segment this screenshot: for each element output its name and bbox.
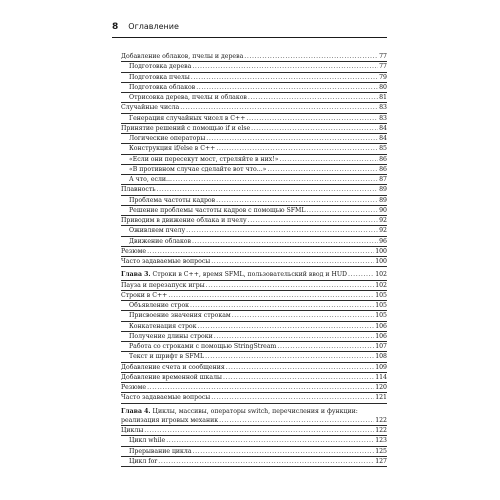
toc-entry-text: Подготовка облаков (129, 83, 196, 91)
toc-entry-text: Работа со строками с помощью StringStream (129, 343, 277, 350)
toc-entry[interactable] (121, 393, 387, 403)
dot-leader (348, 270, 374, 279)
toc-page-number: 86 (379, 155, 387, 163)
page-number: 8 (112, 22, 119, 32)
toc-entry-label (121, 332, 214, 341)
toc-page-number: 100 (375, 258, 387, 265)
toc-entry-label (121, 270, 348, 279)
toc-page-number: 85 (379, 145, 387, 153)
toc-page-number: 127 (375, 457, 387, 465)
toc-entry[interactable] (121, 62, 387, 72)
toc-entry-label (121, 206, 306, 215)
toc-entry[interactable] (121, 144, 387, 154)
dot-leader (205, 352, 374, 361)
toc-page-number: 122 (375, 427, 387, 434)
toc-entry[interactable] (121, 436, 387, 446)
toc-entry-text: «Если они пересекут мост, стреляйте в них!» (129, 155, 279, 163)
toc-page-number: 83 (379, 104, 387, 112)
toc-entry-text: Цикл for (129, 457, 158, 465)
toc-entry-text: Резюме (121, 247, 147, 255)
toc-page-number: 121 (375, 394, 387, 402)
toc-entry-text: Пауза и перезапуск игры (121, 281, 205, 289)
toc-entry-label (121, 363, 226, 372)
toc-entry-label (121, 73, 191, 82)
toc-entry-label (121, 322, 198, 331)
toc-page-number: 106 (375, 332, 387, 340)
dot-leader (180, 103, 378, 112)
toc-entry-text: Проблема частоты кадров (129, 196, 216, 204)
toc-entry-first-line (121, 407, 387, 416)
toc-entry[interactable] (121, 270, 387, 280)
toc-entry[interactable] (121, 103, 387, 113)
dot-leader (190, 301, 374, 310)
toc-entry[interactable] (121, 322, 387, 332)
toc-page-number: 125 (375, 447, 387, 455)
toc-page-number: 107 (375, 343, 387, 350)
toc-entry-label (121, 447, 193, 456)
toc-entry-text: Циклы, массивы, операторы switch, перечисления и функции: (152, 407, 358, 415)
toc-page-number: 84 (379, 135, 387, 142)
toc-entry-label (121, 124, 251, 133)
toc-page-number: 80 (379, 83, 387, 91)
toc-entry-label (121, 352, 205, 361)
toc-entry-label (121, 114, 246, 123)
toc-entry[interactable] (121, 185, 387, 195)
dot-leader (216, 144, 378, 153)
toc-entry[interactable] (121, 311, 387, 321)
dot-leader (191, 73, 378, 82)
toc-page-number: 86 (379, 165, 387, 173)
toc-entry-label (121, 281, 206, 290)
toc-entry-text: Добавление облаков, пчелы и дерева (121, 53, 244, 60)
toc-entry-label (121, 247, 147, 256)
toc-entry-text: Конструкция if/else в C++ (129, 145, 216, 153)
toc-entry-label (121, 155, 280, 164)
toc-entry[interactable] (121, 165, 387, 175)
toc-entry-label (121, 52, 244, 61)
toc-page-number: 105 (375, 302, 387, 309)
dot-leader (251, 124, 378, 133)
toc-entry-text: Объявление строк (129, 302, 190, 309)
dot-leader (206, 134, 378, 143)
toc-entry-text: Отрисовка дерева, пчелы и облаков (129, 94, 247, 101)
toc-entry-text: Подготовка дерева (129, 63, 192, 71)
toc-entry[interactable] (121, 52, 387, 62)
toc-page-number: 123 (375, 437, 387, 445)
toc-entry-label (121, 134, 206, 143)
toc-entry[interactable] (121, 332, 387, 342)
toc-entry-text: Резюме (121, 384, 147, 391)
toc-entry[interactable] (121, 216, 387, 226)
dot-leader (198, 322, 375, 331)
toc-page-number: 96 (379, 237, 387, 245)
toc-entry-label (121, 257, 211, 266)
toc-entry-text: Часто задаваемые вопросы (121, 394, 211, 402)
toc-entry-text: реализация игровых механик (121, 416, 219, 424)
toc-entry-text: Прерывание цикла (129, 447, 192, 455)
toc-entry[interactable] (121, 447, 387, 457)
toc-entry[interactable] (121, 257, 387, 267)
toc-entry[interactable] (121, 155, 387, 165)
toc-entry-label (121, 62, 192, 71)
toc-entry-text: Циклы (121, 427, 144, 434)
toc-page-number: 90 (379, 206, 387, 214)
toc-entry[interactable] (121, 301, 387, 311)
toc-entry-text: Случайные числа (121, 104, 180, 112)
toc-entry-label (121, 93, 248, 102)
toc-entry[interactable] (121, 73, 387, 83)
toc-page-number: 89 (379, 186, 387, 194)
toc-page-number: 102 (375, 271, 387, 279)
toc-entry-label (121, 416, 219, 425)
toc-page-number: 100 (375, 247, 387, 255)
dot-leader (193, 447, 375, 456)
dot-leader (214, 332, 374, 341)
toc-entry-label (121, 436, 166, 445)
toc-entry-text: Приводим в движение облака и пчелу (121, 217, 247, 224)
toc-entry-label (121, 83, 196, 92)
toc-entry-text: А что, если... (129, 176, 172, 183)
toc-entry-text: Получение длины строки (129, 332, 213, 340)
toc-entry[interactable] (121, 247, 387, 257)
dot-leader (216, 196, 378, 205)
toc-page-number: 77 (379, 63, 387, 71)
header-divider (112, 37, 387, 38)
dot-leader (173, 175, 378, 184)
toc-entry-text: «В противном случае сделайте вот что...» (129, 165, 267, 173)
dot-leader (166, 436, 374, 445)
toc-entry[interactable] (121, 93, 387, 103)
toc-entry-text: Подготовка пчелы (129, 73, 190, 81)
toc-entry-label (121, 237, 192, 246)
toc-entry[interactable] (121, 83, 387, 93)
dot-leader (226, 363, 374, 372)
toc-entry[interactable] (121, 291, 387, 301)
toc-entry[interactable] (121, 196, 387, 206)
toc-entry[interactable] (121, 352, 387, 362)
dot-leader (196, 83, 378, 92)
dot-leader (211, 257, 374, 266)
toc-entry[interactable] (121, 457, 387, 467)
toc-page-number: 120 (375, 384, 387, 391)
toc-entry[interactable] (121, 363, 387, 373)
toc-page-number: 92 (379, 217, 387, 224)
toc-entry[interactable] (121, 342, 387, 352)
chapter-number: Глава 3. (121, 271, 151, 279)
dot-leader (158, 457, 374, 466)
dot-leader (232, 311, 374, 320)
toc-entry-text: Оживляем пчелу (129, 227, 186, 235)
toc-entry[interactable] (121, 175, 387, 185)
toc-page-number: 102 (375, 281, 387, 289)
dot-leader (206, 281, 375, 290)
dot-leader (248, 216, 378, 225)
dot-leader (306, 206, 378, 215)
toc-page-number: 114 (375, 373, 387, 381)
toc-entry[interactable] (121, 206, 387, 216)
toc-entry-label (121, 383, 147, 392)
toc-entry-text: Логические операторы (129, 135, 206, 142)
toc-entry-text: Текст и шрифт в SFML (129, 353, 205, 361)
toc-page-number: 89 (379, 196, 387, 204)
table-of-contents (121, 52, 387, 467)
toc-page-number: 87 (379, 176, 387, 183)
toc-page-number: 109 (375, 363, 387, 371)
toc-entry-label (121, 196, 216, 205)
toc-entry[interactable] (121, 373, 387, 383)
toc-page-number: 81 (379, 94, 387, 101)
toc-entry-text: Строки в C++, время SFML, пользовательский ввод и HUD (152, 271, 348, 279)
toc-entry-label (121, 426, 144, 435)
dot-leader (267, 165, 378, 174)
toc-entry-label (121, 103, 180, 112)
toc-entry-text: Добавление временной шкалы (121, 373, 222, 381)
toc-page-number: 77 (379, 53, 387, 60)
dot-leader (147, 383, 374, 392)
dot-leader (192, 237, 378, 246)
toc-entry[interactable] (121, 426, 387, 436)
toc-entry[interactable] (121, 237, 387, 247)
dot-leader (147, 247, 374, 256)
chapter-number: Глава 4. (121, 407, 151, 415)
toc-entry-label (121, 216, 248, 225)
toc-page-number: 83 (379, 114, 387, 122)
dot-leader (277, 342, 374, 351)
dot-leader (211, 393, 374, 402)
toc-entry[interactable] (121, 407, 387, 427)
dot-leader (192, 62, 378, 71)
toc-entry-label (121, 311, 232, 320)
dot-leader (280, 155, 379, 164)
toc-page-number: 105 (375, 291, 387, 299)
dot-leader (244, 52, 378, 61)
toc-entry-text: Часто задаваемые вопросы (121, 258, 211, 265)
running-header-title: Оглавление (128, 22, 179, 31)
toc-entry[interactable] (121, 124, 387, 134)
toc-page-number: 106 (375, 322, 387, 330)
toc-entry-label (121, 373, 223, 382)
toc-page-number: 122 (375, 416, 387, 424)
dot-leader (248, 93, 378, 102)
toc-entry-label (121, 342, 277, 351)
toc-entry-label (121, 301, 190, 310)
toc-entry[interactable] (121, 281, 387, 291)
toc-page-number: 105 (375, 312, 387, 320)
toc-entry-label (121, 165, 267, 174)
dot-leader (186, 226, 378, 235)
toc-entry-text: Принятие решений с помощью if и else (121, 124, 251, 132)
toc-entry-label (121, 393, 211, 402)
toc-page-number: 79 (379, 73, 387, 81)
toc-entry-text: Присвоение значения строкам (129, 312, 231, 320)
toc-entry-text: Плавность (121, 186, 156, 194)
toc-page-number: 108 (375, 353, 387, 361)
dot-leader (168, 291, 374, 300)
page-header (112, 22, 179, 34)
toc-entry-text: Добавление счета и сообщения (121, 363, 225, 371)
toc-entry-label (121, 144, 216, 153)
toc-entry[interactable] (121, 226, 387, 236)
toc-entry-label (121, 175, 173, 184)
toc-entry-text: Решение проблемы частоты кадров с помощью SFML (129, 206, 306, 214)
toc-entry[interactable] (121, 134, 387, 144)
toc-entry-text: Генерация случайных чисел в C++ (129, 114, 246, 122)
dot-leader (219, 416, 374, 425)
toc-entry-label (121, 457, 158, 466)
toc-page-number: 92 (379, 227, 387, 235)
toc-entry-text: Строки в C++ (121, 291, 168, 299)
dot-leader (157, 185, 379, 194)
toc-entry-label (121, 226, 186, 235)
dot-leader (246, 114, 378, 123)
toc-entry-text: Движение облаков (129, 237, 192, 245)
toc-entry-text: Конкатенация строк (129, 322, 197, 330)
toc-page-number: 84 (379, 124, 387, 132)
dot-leader (144, 426, 374, 435)
toc-entry[interactable] (121, 114, 387, 124)
dot-leader (223, 373, 374, 382)
toc-entry[interactable] (121, 383, 387, 393)
toc-entry-label (121, 185, 157, 194)
toc-entry-text: Цикл while (129, 437, 166, 445)
toc-entry-label (121, 291, 168, 300)
